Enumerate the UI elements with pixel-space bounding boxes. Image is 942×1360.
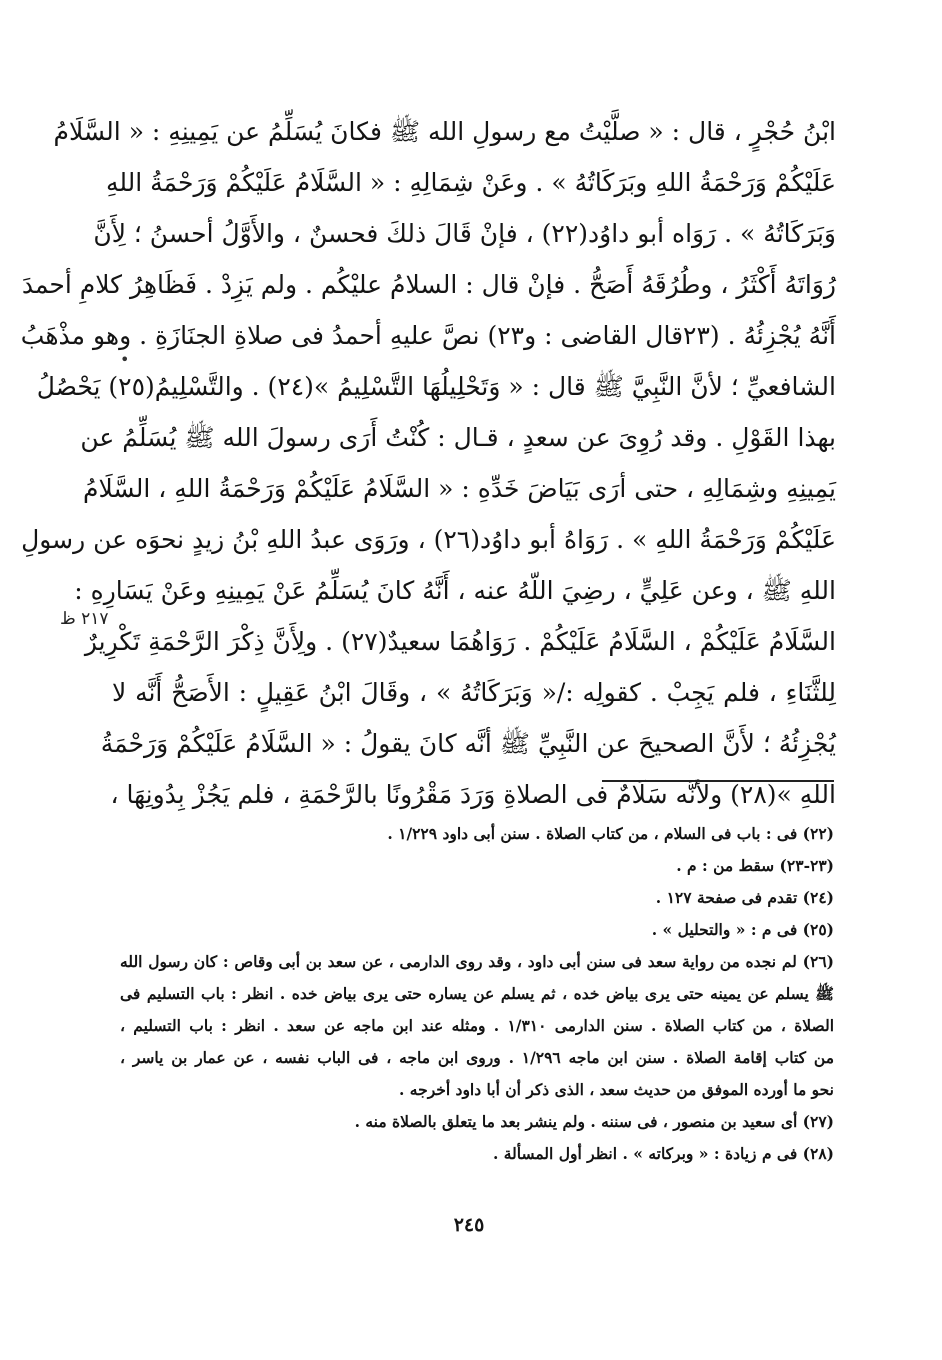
text-line: لِلثَّنَاءِ ، فلم يَجِبْ . كقولِه :/« وَبَرَكَاتُهُ » ، وقَالَ ابْنُ عَقِيلٍ : الأَصَحُّ أَنَّه لا — [112, 678, 836, 707]
footnote: (٢٨) فى م زيادة : « وبركاته » . انظر أول المسألة . — [492, 1144, 834, 1163]
footnotes — [120, 818, 834, 1170]
text-line: الشافعيِّ ؛ لأنَّ النَّبِيَّ ﷺ قال : « وَتَحْلِيلُهَا التَّسْلِيمُ »(٢٤) . والتَّسْلِيمُ(٢٥) يَحْصُلُ — [36, 372, 836, 401]
text-line: عَلَيْكُمْ وَرَحْمَةُ اللهِ » . رَوَاهُ أبو داوُد(٢٦) ، ورَوَى عبدُ اللهِ بْنُ زيدٍ نحوَه عن رسولِ — [21, 525, 836, 554]
text-line: اللهِ »(٢٨) ولأنَّه سَلَامٌ فى الصلاةِ وَرَدَ مَقْرُونًا بالرَّحْمَةِ ، فلم يَجُزْ بِدُونِهَا ، — [110, 780, 836, 809]
text-line: يُجْزِئُهُ ؛ لأَنَّ الصحيحَ عن النَّبِيِّ ﷺ أنَّه كانَ يقولُ : « السَّلَامُ عَلَيْكُمْ وَرَحْمَةُ — [100, 729, 836, 758]
footnote: (٢٦) لم نجده من رواية سعد فى سنن أبى داود ، وقد روى الدارمى ، عن سعد بن أبى وقاص : كان رسول الله — [120, 952, 834, 971]
footnote: (٢٤) تقدم فى صفحة ١٢٧ . — [655, 888, 834, 907]
text-line: ابْنُ حُجْرٍ ، قال : « صلَّيْتُ مع رسولِ الله ﷺ فكانَ يُسَلِّمُ عن يَمِينِهِ : « السَّلَامُ — [53, 117, 836, 146]
footnote: (٢٣-٢٣) سقط من : م . — [676, 856, 834, 875]
text-line: بهذا القَوْلِ . وقد رُوِىَ عن سعدٍ ، قـال : كُنْتُ أَرَى رسولَ الله ﷺ يُسَلِّمُ عن — [80, 423, 836, 452]
footnote: (٢٢) فى : باب فى السلام ، من كتاب الصلاة . سنن أبى داود ١/٢٢٩ . — [387, 824, 834, 843]
text-line: عَلَيْكُمْ وَرَحْمَةُ اللهِ وبَرَكَاتُهُ » . وعَنْ شِمَالِهِ : « السَّلَامُ عَلَيْكُمْ وَرَحْمَةُ اللهِ — [105, 168, 836, 197]
text-line: يَمِينِهِ وشِمَالِهِ ، حتى أرَى بَيَاضَ خَدِّهِ : « السَّلَامُ عَلَيْكُمْ وَرَحْمَةُ اللهِ ، السَّلَامُ — [83, 474, 836, 503]
footnote-continuation: الصلاة ، من كتاب الصلاة . سنن الدارمى ١/٣١٠ . ومثله عند ابن ماجه عن سعد . انظر : باب التسليم ، — [120, 1016, 835, 1035]
manuscript-folio-note: ٢١٧ ظ — [60, 609, 109, 629]
page-number: ٢٤٥ — [453, 1214, 485, 1236]
footnote: (٢٧) أى سعيد بن منصور ، فى سننه . ولم ينشر بعد ما يتعلق بالصلاة منه . — [354, 1112, 834, 1131]
text-line: رُوَاتَهُ أَكْثَرُ ، وطُرُقَهُ أَصَحُّ . فإنْ قال : السلامُ عليْكُم . ولم يَزِدْ . فَظَاهِرُ كلامِ أحمدَ — [21, 270, 836, 299]
text-line: اللهِ ﷺ ، وعن عَلِيٍّ ، رضِيَ اللّهُ عنه ، أَنَّهُ كانَ يُسَلِّمُ عَنْ يَمِينِهِ وعَنْ يَسَارِهِ : — [74, 576, 836, 605]
footnote-continuation: ﷺ يسلم عن يمينه حتى يرى بياض خده ، ثم يسلم عن يساره حتى يرى بياض خده . انظر : باب التسليم فى — [120, 984, 834, 1003]
text-line: وَبَرَكَاتُهُ » . رَوَاه أبو داوُد(٢٢) ، فإنْ قَالَ ذلكَ فحسنٌ ، والأَوَّلُ أحسنُ ؛ لِأَنَّ — [93, 219, 836, 248]
footnote: (٢٥) فى م : « والتحليل » . — [651, 920, 834, 939]
footnote-continuation: من كتاب إقامة الصلاة . سنن ابن ماجه ١/٢٩٦ . وروى ابن ماجه ، فى الباب نفسه ، عن عمار بن ياسر ، — [120, 1048, 834, 1067]
margin-dot: • — [120, 350, 130, 369]
text-line: أَنَّهُ يُجْزِئُهُ . (٢٣قال القاضى : و٢٣) نصَّ عليهِ أحمدُ فى صلاةِ الجنَازَةِ . وهو مذْهَبُ — [20, 321, 836, 350]
text-line: السَّلَامُ عَلَيْكُمْ ، السَّلَامُ عَلَيْكُمْ . رَوَاهُمَا سعيدٌ(٢٧) . ولِأَنَّ ذِكْرَ الرَّحْمَةِ تَكْرِيرٌ — [84, 627, 836, 656]
footnote-continuation: نحو ما أورده الموفق من حديث سعد ، الذى ذكر أن أبا داود أخرجه . — [399, 1080, 834, 1099]
footnote-divider — [602, 780, 834, 782]
